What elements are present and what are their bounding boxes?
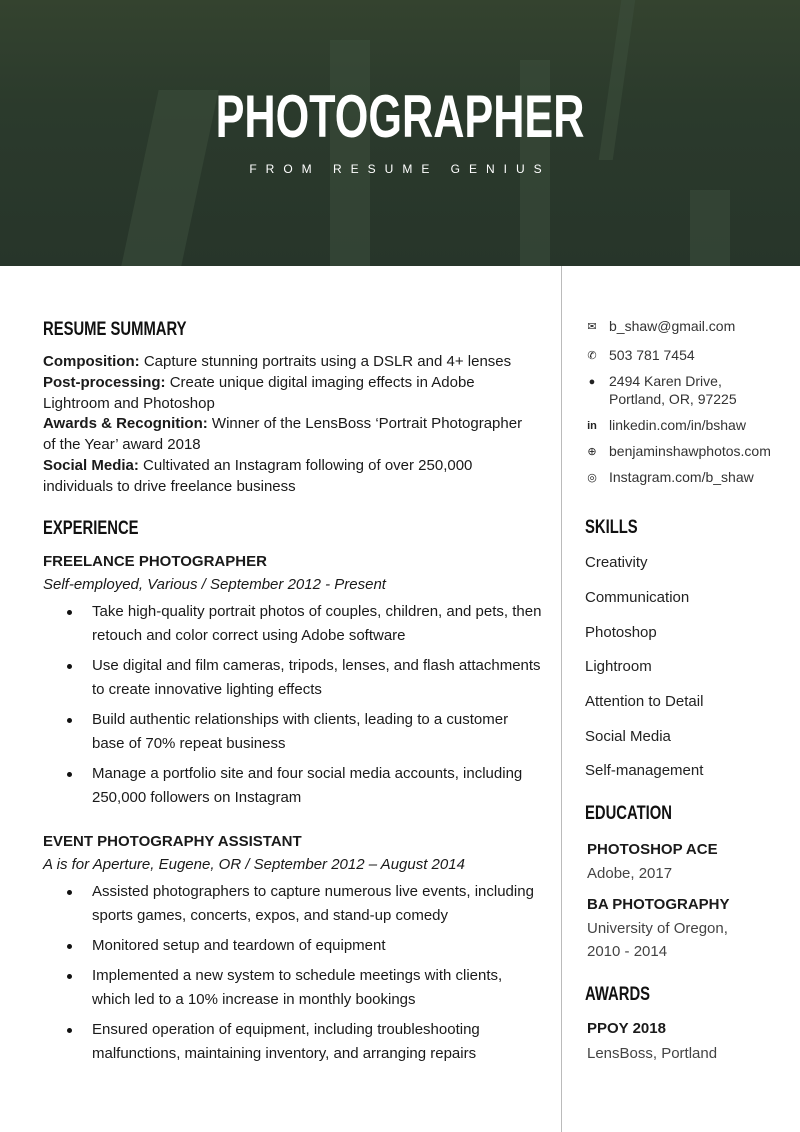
education-heading: EDUCATION <box>585 803 673 824</box>
linkedin-icon: in <box>587 420 597 432</box>
skill-item: Communication <box>585 589 690 606</box>
bullet: Use digital and film cameras, tripods, lenses, and flash attachments to create innovative lighting effects <box>92 654 542 702</box>
award-title: PPOY 2018 <box>587 1020 666 1037</box>
resume-subtitle: FROM RESUME GENIUS <box>249 162 551 176</box>
bullet: Build authentic relationships with clients, leading to a customer base of 70% repeat business <box>92 708 542 756</box>
experience-heading: EXPERIENCE <box>43 518 139 539</box>
job-title: FREELANCE PHOTOGRAPHER <box>43 553 267 570</box>
header-banner <box>0 0 800 266</box>
instagram-icon: ◎ <box>587 472 597 484</box>
job-meta: Self-employed, Various / September 2012 - Present <box>43 576 386 593</box>
bullet: Manage a portfolio site and four social media accounts, including 250,000 followers on Instagram <box>92 762 542 810</box>
skill-item: Self-management <box>585 762 704 779</box>
awards-heading: AWARDS <box>585 984 651 1005</box>
education-title: PHOTOSHOP ACE <box>587 841 718 858</box>
location-pin-icon: ● <box>588 376 596 388</box>
skill-item: Attention to Detail <box>585 693 704 710</box>
summary-item: Post-processing: Create unique digital imaging effects in Adobe Lightroom and Photoshop <box>43 373 475 412</box>
phone-icon: ✆ <box>587 350 597 362</box>
bullet: Take high-quality portrait photos of couples, children, and pets, then retouch and color correct using Adobe software <box>92 600 542 648</box>
education-detail: 2010 - 2014 <box>587 943 668 960</box>
bullet: Monitored setup and teardown of equipment <box>92 934 542 958</box>
award-detail: LensBoss, Portland <box>587 1045 718 1062</box>
skill-item: Social Media <box>585 728 671 745</box>
skills-heading: SKILLS <box>585 517 638 538</box>
education-detail: University of Oregon, <box>587 920 728 937</box>
skill-item: Photoshop <box>585 624 657 641</box>
skill-item: Lightroom <box>585 658 652 675</box>
summary-heading: RESUME SUMMARY <box>43 319 187 340</box>
skill-item: Creativity <box>585 554 648 571</box>
summary-item: Social Media: Cultivated an Instagram following of over 250,000 individuals to drive freelance business <box>43 456 473 495</box>
summary-item: Awards & Recognition: Winner of the LensBoss ‘Portrait Photographer of the Year’ award 2018 <box>43 415 523 454</box>
globe-icon: ⊕ <box>587 446 597 458</box>
job-meta: A is for Aperture, Eugene, OR / September 2012 – August 2014 <box>43 856 465 873</box>
job-bullets <box>92 880 542 1072</box>
column-divider <box>561 266 562 1132</box>
education-detail: Adobe, 2017 <box>587 865 673 882</box>
job-bullets <box>92 600 542 816</box>
envelope-icon: ✉ <box>587 321 597 333</box>
summary-item: Composition: Capture stunning portraits using a DSLR and 4+ lenses <box>43 353 512 370</box>
education-title: BA PHOTOGRAPHY <box>587 896 730 913</box>
bullet: Implemented a new system to schedule meetings with clients, which led to a 10% increase in monthly bookings <box>92 964 542 1012</box>
bullet: Assisted photographers to capture numerous live events, including sports games, concerts, expos, and stand-up comedy <box>92 880 542 928</box>
job-title: EVENT PHOTOGRAPHY ASSISTANT <box>43 833 302 850</box>
resume-title: PHOTOGRAPHER <box>215 83 585 150</box>
bullet: Ensured operation of equipment, including troubleshooting malfunctions, maintaining inventory, and arranging repairs <box>92 1018 542 1066</box>
summary-list <box>43 352 523 498</box>
